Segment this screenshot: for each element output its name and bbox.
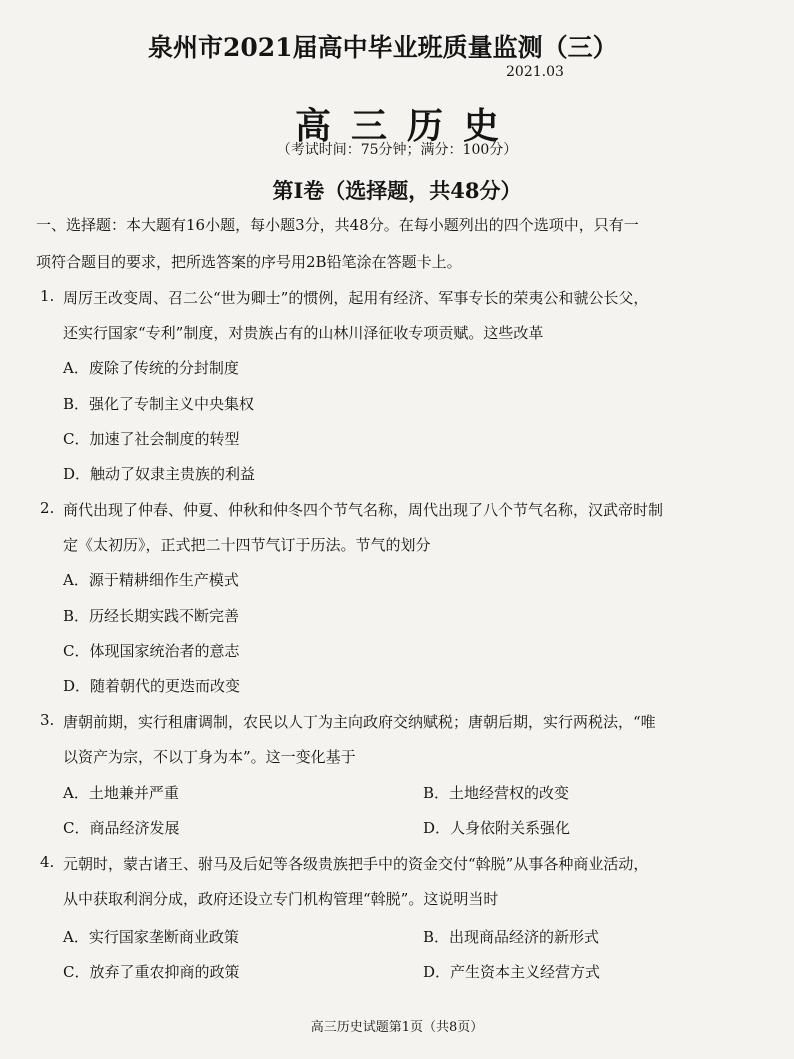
instruction-line: 项符合题目的要求，把所选答案的序号用2B铅笔涂在答题卡上。 — [36, 253, 462, 271]
option-b: B．土地经营权的改变 — [423, 784, 570, 802]
option-a: A．实行国家垄断商业政策 — [63, 928, 239, 946]
question-text: 商代出现了仲春、仲夏、仲秋和仲冬四个节气名称，周代出现了八个节气名称，汉武帝时制 — [63, 501, 664, 519]
option-d: D．触动了奴隶主贵族的利益 — [63, 465, 256, 483]
instruction-line: 一、选择题：本大题有16小题，每小题3分，共48分。在每小题列出的四个选项中，只有一 — [36, 216, 639, 234]
question-number: 2. — [40, 499, 55, 517]
question-text: 周厉王改变周、召二公“世为卿士”的惯例，起用有经济、军事专长的荣夷公和虢公长父， — [63, 289, 649, 307]
option-a: A．土地兼并严重 — [63, 784, 179, 802]
subject-title: 高三历史 — [294, 105, 519, 147]
option-b: B．强化了专制主义中央集权 — [63, 395, 255, 413]
question-number: 1. — [40, 287, 55, 305]
option-a: A．废除了传统的分封制度 — [63, 359, 239, 377]
option-b: B．历经长期实践不断完善 — [63, 607, 240, 625]
option-c: C．体现国家统治者的意志 — [63, 642, 240, 660]
question-text: 定《太初历》，正式把二十四节气订于历法。节气的划分 — [63, 536, 431, 554]
exam-title: 泉州市2021届高中毕业班质量监测（三） — [148, 33, 618, 62]
question-text: 以资产为宗，不以丁身为本”。这一变化基于 — [63, 748, 356, 766]
exam-date: 2021.03 — [506, 64, 564, 80]
section-title: 第I卷（选择题，共48分） — [272, 178, 522, 203]
option-d: D．产生资本主义经营方式 — [423, 963, 601, 981]
page-footer: 高三历史试题第1页（共8页） — [310, 1020, 484, 1035]
option-b: B．出现商品经济的新形式 — [423, 928, 600, 946]
option-c: C．加速了社会制度的转型 — [63, 430, 240, 448]
option-c: C．商品经济发展 — [63, 819, 180, 837]
option-d: D．人身依附关系强化 — [423, 819, 571, 837]
question-text: 从中获取利润分成，政府还设立专门机构管理“斡脱”。这说明当时 — [63, 890, 499, 908]
option-c: C．放弃了重农抑商的政策 — [63, 963, 240, 981]
question-number: 3. — [40, 711, 55, 729]
exam-info: （考试时间：75分钟；满分：100分） — [276, 142, 518, 158]
question-number: 4. — [40, 853, 55, 871]
option-a: A．源于精耕细作生产模式 — [63, 571, 239, 589]
option-d: D．随着朝代的更迭而改变 — [63, 677, 241, 695]
question-text: 还实行国家“专利”制度，对贵族占有的山林川泽征收专项贡赋。这些改革 — [63, 324, 544, 342]
question-text: 元朝时，蒙古诸王、驸马及后妃等各级贵族把手中的资金交付“斡脱”从事各种商业活动， — [63, 855, 649, 873]
question-text: 唐朝前期，实行租庸调制，农民以人丁为主向政府交纳赋税；唐朝后期，实行两税法，“唯 — [63, 713, 656, 731]
